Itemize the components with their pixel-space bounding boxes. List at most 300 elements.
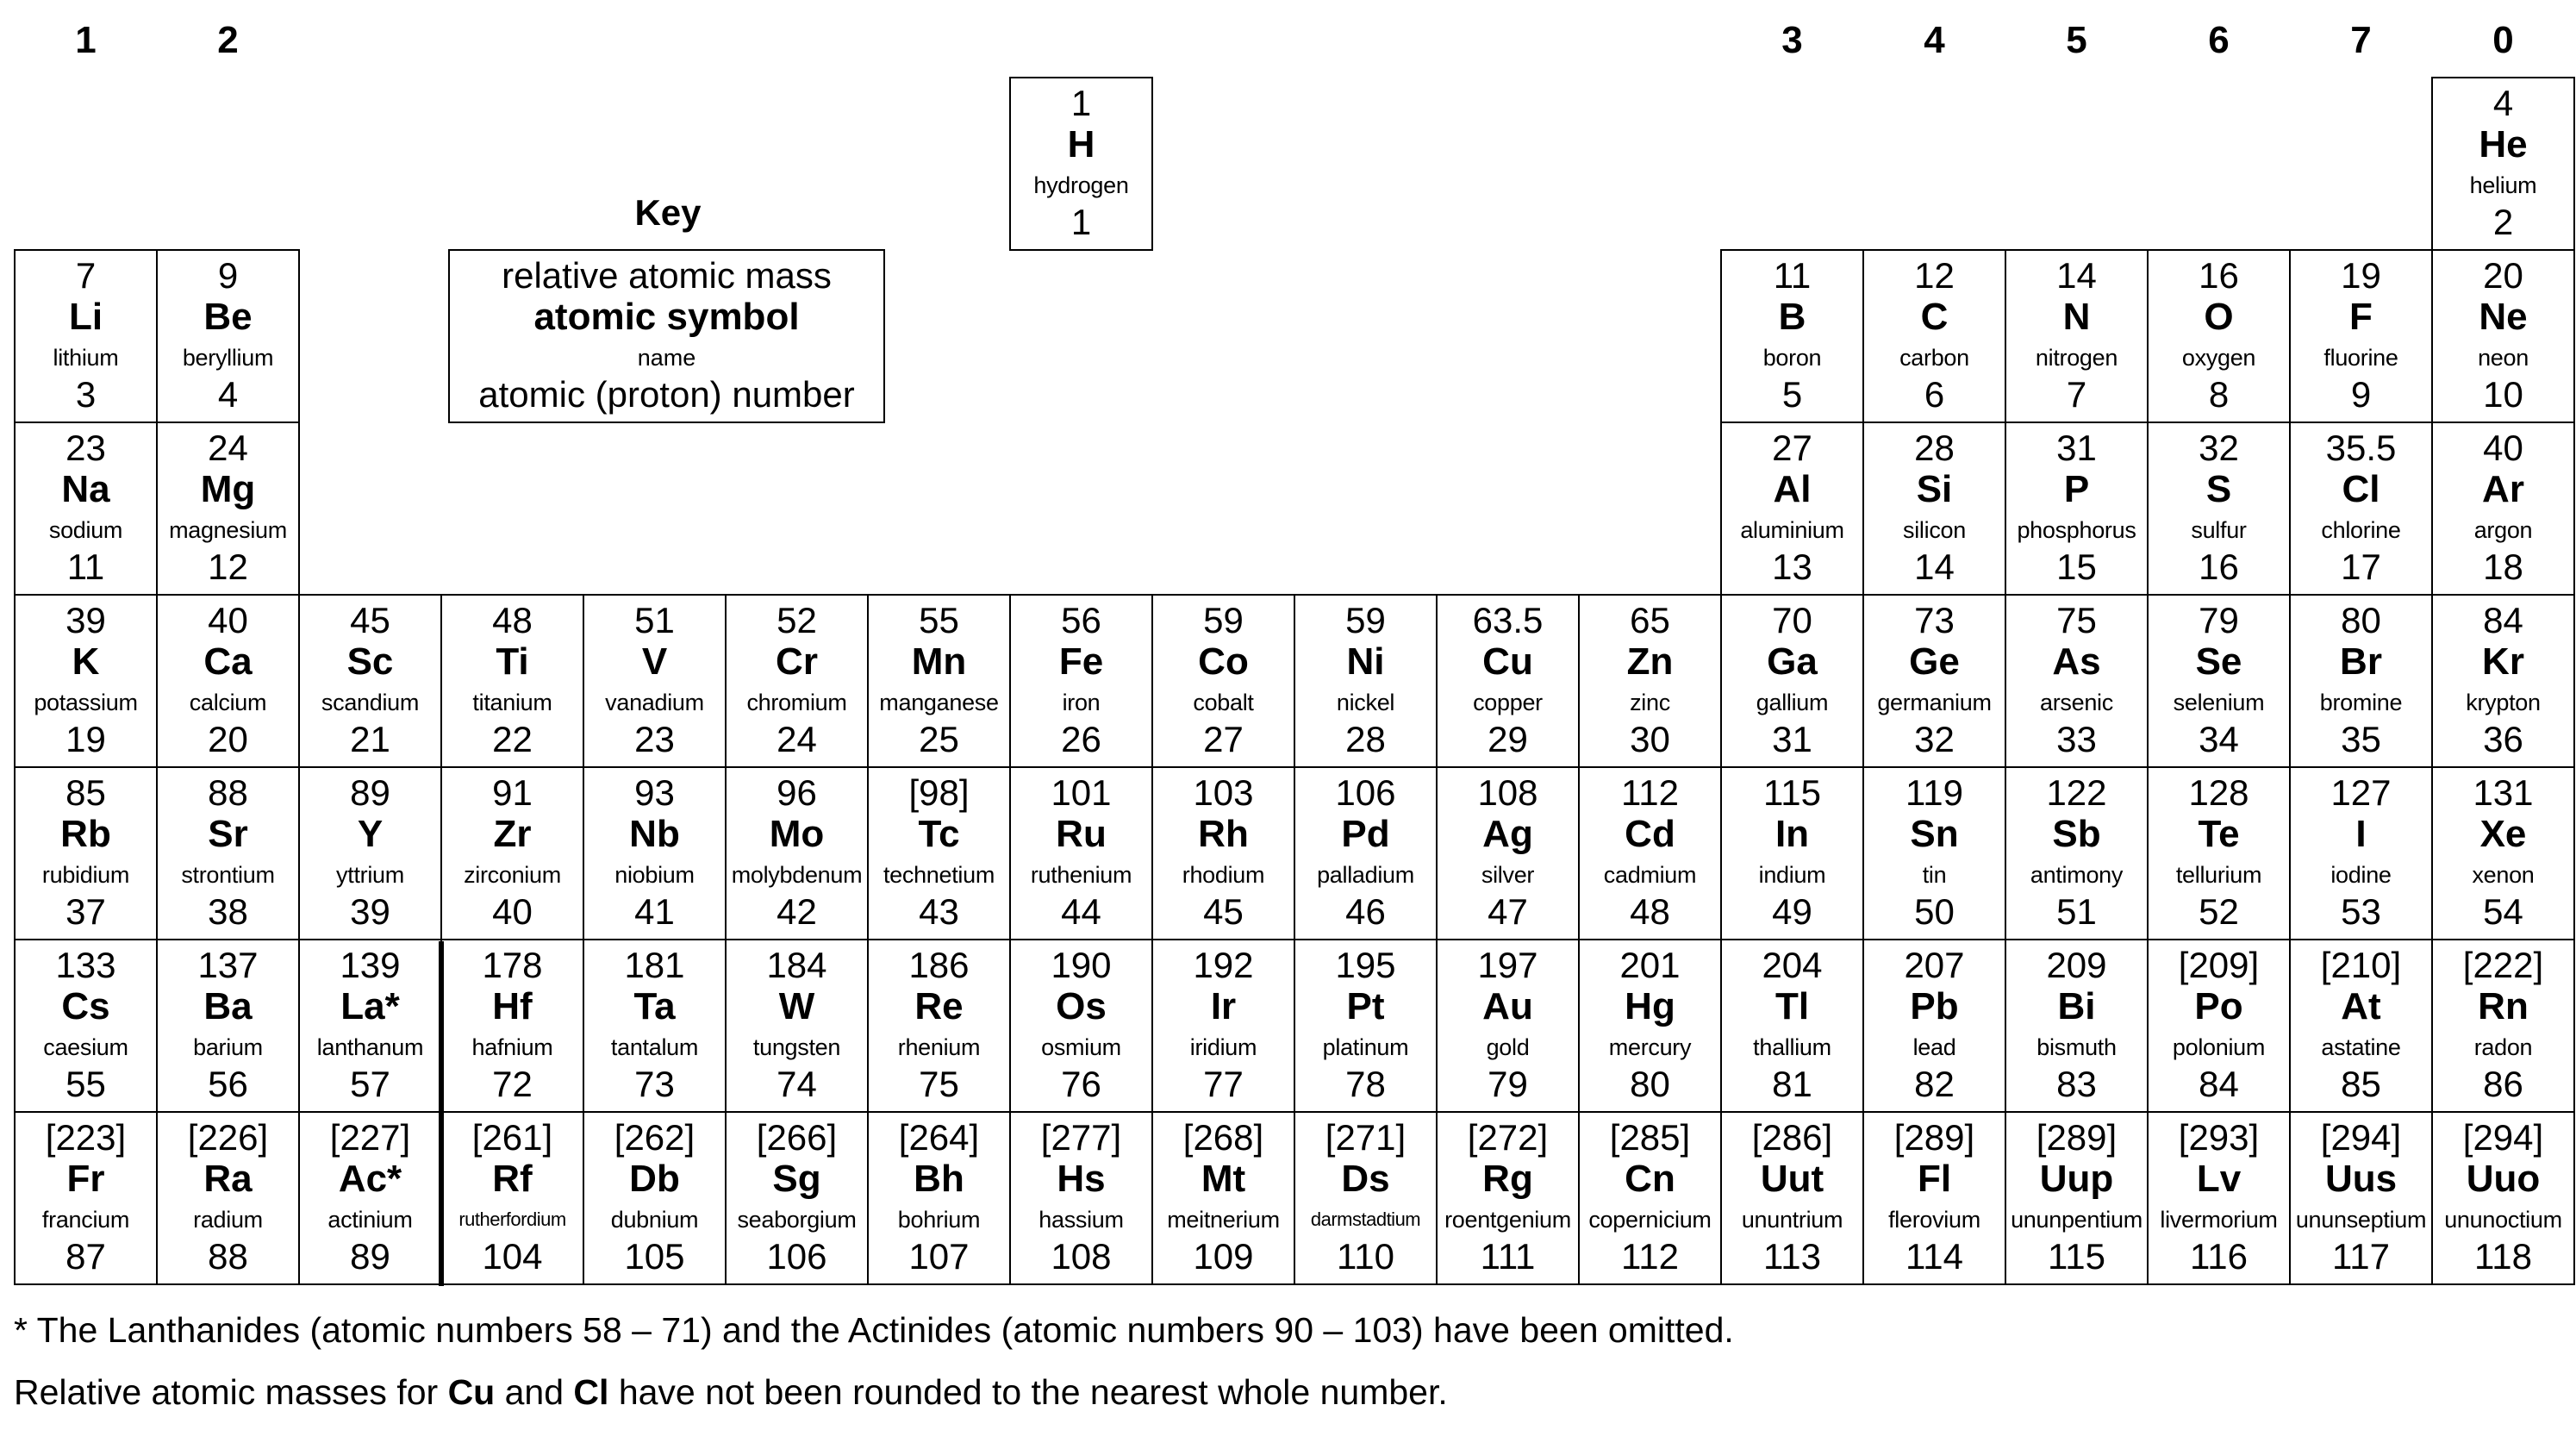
element-number: 46: [1345, 891, 1386, 932]
element-name: copernicium: [1588, 1207, 1712, 1233]
element-symbol: Te: [2198, 813, 2240, 855]
element-mass: 112: [1621, 772, 1679, 813]
element-symbol: Zr: [493, 813, 532, 855]
element-symbol: Bi: [2057, 985, 2096, 1027]
element-name: ununpentium: [2011, 1207, 2143, 1233]
element-number: 4: [217, 374, 239, 415]
element-number: 21: [350, 719, 390, 759]
element-number: 113: [1763, 1236, 1821, 1277]
element-symbol: Cr: [776, 640, 818, 683]
element-number: 118: [2474, 1236, 2532, 1277]
element-name: beryllium: [182, 345, 274, 371]
element-mass: 39: [65, 600, 106, 640]
element-mass: 51: [634, 600, 675, 640]
element-symbol: Na: [61, 468, 110, 510]
element-mass: 190: [1051, 945, 1112, 985]
element-name: phosphorus: [2017, 517, 2136, 543]
element-name: tellurium: [2175, 862, 2262, 888]
element-number: 40: [492, 891, 533, 932]
element-symbol: As: [2052, 640, 2101, 683]
element-name: nitrogen: [2035, 345, 2118, 371]
element-mass: [266]: [756, 1117, 838, 1158]
element-symbol: Sb: [2052, 813, 2101, 855]
element-cell-au: [1436, 939, 1580, 1113]
element-number: 117: [2332, 1236, 2390, 1277]
element-symbol: Cn: [1625, 1158, 1675, 1200]
element-mass: [209]: [2178, 945, 2260, 985]
element-mass: 195: [1335, 945, 1396, 985]
element-mass: [210]: [2320, 945, 2402, 985]
element-symbol: Uut: [1760, 1158, 1824, 1200]
element-name: radium: [193, 1207, 263, 1233]
element-mass: [293]: [2178, 1117, 2260, 1158]
element-number: 2: [2492, 202, 2514, 242]
element-name: zinc: [1630, 690, 1670, 715]
element-name: nickel: [1336, 690, 1395, 715]
element-name: vanadium: [605, 690, 704, 715]
element-number: 8: [2208, 374, 2230, 415]
element-mass: 133: [55, 945, 116, 985]
element-name: tungsten: [752, 1034, 841, 1060]
element-symbol: Po: [2194, 985, 2243, 1027]
element-number: 49: [1772, 891, 1812, 932]
element-symbol: Rn: [2478, 985, 2529, 1027]
element-mass: 11: [1773, 255, 1812, 296]
element-cell-co: [1151, 594, 1295, 768]
element-name: selenium: [2173, 690, 2265, 715]
element-symbol: Hg: [1625, 985, 1675, 1027]
element-name: copper: [1473, 690, 1543, 715]
element-mass: 119: [1905, 772, 1963, 813]
element-number: 86: [2483, 1064, 2523, 1104]
element-number: 31: [1772, 719, 1812, 759]
element-cell-ba: [156, 939, 300, 1113]
element-number: 37: [65, 891, 106, 932]
lanthanide-divider: [439, 941, 444, 1286]
element-mass: 91: [492, 772, 533, 813]
element-name: silicon: [1903, 517, 1966, 543]
element-cell-s: [2147, 422, 2291, 596]
element-number: 1: [1070, 202, 1092, 242]
element-number: 108: [1051, 1236, 1112, 1277]
element-number: 43: [919, 891, 959, 932]
element-symbol: Sg: [772, 1158, 821, 1200]
element-cell-al: [1720, 422, 1864, 596]
element-symbol: Ag: [1482, 813, 1533, 855]
element-name: indium: [1758, 862, 1826, 888]
element-number: 3: [75, 374, 97, 415]
element-number: 6: [1924, 374, 1945, 415]
element-name: iodine: [2330, 862, 2392, 888]
footnote-rounding-suffix: have not been rounded to the nearest whole number.: [608, 1372, 1448, 1412]
element-name: carbon: [1899, 345, 1969, 371]
element-cell-pb: [1862, 939, 2006, 1113]
element-symbol: Li: [68, 296, 103, 338]
element-number: 33: [2056, 719, 2097, 759]
element-name: actinium: [327, 1207, 413, 1233]
element-symbol: Uuo: [2466, 1158, 2541, 1200]
element-name: xenon: [2472, 862, 2535, 888]
element-cell-mo: [725, 766, 869, 940]
group-label-4: 4: [1924, 19, 1945, 61]
element-number: 45: [1203, 891, 1244, 932]
element-mass: [285]: [1609, 1117, 1691, 1158]
element-number: 106: [766, 1236, 827, 1277]
element-cell-hf: [440, 939, 584, 1113]
element-mass: 56: [1061, 600, 1101, 640]
element-cell-lv: [2147, 1111, 2291, 1285]
element-number: 80: [1630, 1064, 1670, 1104]
element-symbol: V: [641, 640, 668, 683]
element-number: 54: [2483, 891, 2523, 932]
element-mass: 16: [2199, 255, 2239, 296]
element-symbol: Kr: [2482, 640, 2524, 683]
element-cell-he: [2431, 77, 2575, 251]
element-name: hassium: [1039, 1207, 1124, 1233]
element-mass: 14: [2056, 255, 2097, 296]
element-name: palladium: [1317, 862, 1414, 888]
element-symbol: Br: [2340, 640, 2382, 683]
element-symbol: C: [1920, 296, 1949, 338]
element-name: helium: [2469, 172, 2537, 198]
element-symbol: Mo: [769, 813, 825, 855]
element-symbol: Uup: [2039, 1158, 2114, 1200]
element-number: 47: [1488, 891, 1528, 932]
element-mass: 96: [777, 772, 817, 813]
element-number: 85: [2341, 1064, 2381, 1104]
element-number: 78: [1345, 1064, 1386, 1104]
element-cell-cu: [1436, 594, 1580, 768]
element-symbol: Fl: [1917, 1158, 1952, 1200]
element-mass: 115: [1763, 772, 1821, 813]
element-mass: 32: [2199, 428, 2239, 468]
element-cell-ra: [156, 1111, 300, 1285]
element-number: 10: [2483, 374, 2523, 415]
element-cell-uuo: [2431, 1111, 2575, 1285]
element-mass: [289]: [2036, 1117, 2118, 1158]
element-number: 89: [350, 1236, 390, 1277]
element-name: lead: [1912, 1034, 1956, 1060]
element-mass: 27: [1772, 428, 1812, 468]
element-symbol: O: [2204, 296, 2234, 338]
element-symbol: La*: [340, 985, 400, 1027]
element-cell-ga: [1720, 594, 1864, 768]
element-name: dubnium: [610, 1207, 699, 1233]
element-symbol: W: [778, 985, 815, 1027]
element-name: radon: [2473, 1034, 2533, 1060]
element-name: scandium: [321, 690, 420, 715]
element-name: chlorine: [2321, 517, 2401, 543]
element-number: 27: [1203, 719, 1244, 759]
footnote-rounding-prefix: Relative atomic masses for: [14, 1372, 448, 1412]
element-symbol: P: [2063, 468, 2090, 510]
element-name: mercury: [1608, 1034, 1692, 1060]
element-symbol: In: [1775, 813, 1810, 855]
footnote-omitted: * The Lanthanides (atomic numbers 58 – 71) and the Actinides (atomic numbers 90 – 103) have been omitted.: [14, 1310, 1734, 1350]
element-mass: 55: [919, 600, 959, 640]
element-cell-os: [1009, 939, 1153, 1113]
element-cell-kr: [2431, 594, 2575, 768]
element-mass: [226]: [187, 1117, 269, 1158]
element-name: manganese: [879, 690, 999, 715]
element-cell-zr: [440, 766, 584, 940]
element-mass: 59: [1203, 600, 1244, 640]
element-name: strontium: [181, 862, 275, 888]
element-symbol: Uus: [2324, 1158, 2398, 1200]
element-number: 28: [1345, 719, 1386, 759]
element-mass: 75: [2056, 600, 2097, 640]
element-number: 82: [1914, 1064, 1955, 1104]
element-number: 104: [482, 1236, 543, 1277]
element-cell-rf: [440, 1111, 584, 1285]
element-name: astatine: [2321, 1034, 2401, 1060]
element-symbol: Ru: [1056, 813, 1107, 855]
element-symbol: Ca: [203, 640, 253, 683]
key-mass-label: relative atomic mass: [502, 255, 832, 296]
element-symbol: Xe: [2479, 813, 2527, 855]
element-cell-ac: [298, 1111, 442, 1285]
element-name: krypton: [2466, 690, 2541, 715]
element-number: 44: [1061, 891, 1101, 932]
element-cell-li: [14, 249, 158, 423]
element-number: 76: [1061, 1064, 1101, 1104]
element-mass: 93: [634, 772, 675, 813]
element-mass: 80: [2341, 600, 2381, 640]
element-number: 50: [1914, 891, 1955, 932]
element-symbol: Pt: [1346, 985, 1385, 1027]
element-number: 17: [2341, 546, 2381, 587]
element-number: 39: [350, 891, 390, 932]
element-mass: [268]: [1182, 1117, 1264, 1158]
element-symbol: Cl: [2342, 468, 2380, 510]
element-number: 83: [2056, 1064, 2097, 1104]
key-number-label: atomic (proton) number: [478, 374, 855, 415]
element-mass: 1: [1070, 83, 1092, 123]
element-number: 115: [2048, 1236, 2105, 1277]
element-symbol: Be: [203, 296, 253, 338]
element-cell-mg: [156, 422, 300, 596]
element-number: 30: [1630, 719, 1670, 759]
element-name: livermorium: [2160, 1207, 2278, 1233]
element-name: potassium: [34, 690, 138, 715]
element-symbol: Os: [1056, 985, 1107, 1027]
element-cell-bi: [2005, 939, 2149, 1113]
element-number: 12: [208, 546, 248, 587]
element-name: titanium: [472, 690, 552, 715]
element-symbol: He: [2479, 123, 2528, 165]
element-cell-sb: [2005, 766, 2149, 940]
element-name: platinum: [1322, 1034, 1409, 1060]
element-name: silver: [1481, 862, 1535, 888]
element-name: sulfur: [2191, 517, 2247, 543]
element-name: cadmium: [1603, 862, 1697, 888]
element-symbol: Hs: [1057, 1158, 1106, 1200]
element-mass: [223]: [45, 1117, 127, 1158]
element-symbol: Al: [1773, 468, 1812, 510]
element-number: 38: [208, 891, 248, 932]
element-symbol: Fr: [66, 1158, 105, 1200]
element-name: chromium: [746, 690, 847, 715]
element-number: 87: [65, 1236, 106, 1277]
element-name: iron: [1062, 690, 1101, 715]
element-number: 53: [2341, 891, 2381, 932]
element-number: 32: [1914, 719, 1955, 759]
element-cell-i: [2289, 766, 2433, 940]
element-cell-mn: [867, 594, 1011, 768]
element-cell-k: [14, 594, 158, 768]
element-mass: [272]: [1467, 1117, 1549, 1158]
element-symbol: Re: [914, 985, 964, 1027]
element-name: caesium: [43, 1034, 128, 1060]
element-cell-pd: [1294, 766, 1438, 940]
element-mass: [294]: [2320, 1117, 2402, 1158]
element-symbol: B: [1778, 296, 1806, 338]
element-number: 26: [1061, 719, 1101, 759]
element-number: 18: [2483, 546, 2523, 587]
element-mass: 207: [1904, 945, 1965, 985]
element-cell-xe: [2431, 766, 2575, 940]
element-number: 73: [634, 1064, 675, 1104]
element-cell-ti: [440, 594, 584, 768]
element-cell-sn: [1862, 766, 2006, 940]
element-cell-cd: [1578, 766, 1722, 940]
element-symbol: Ta: [633, 985, 676, 1027]
element-number: 111: [1480, 1236, 1536, 1277]
element-name: zirconium: [464, 862, 561, 888]
element-number: 7: [2066, 374, 2087, 415]
element-name: rhodium: [1182, 862, 1265, 888]
element-number: 11: [66, 546, 105, 587]
group-label-5: 5: [2066, 19, 2087, 61]
key-name-label: name: [637, 345, 696, 371]
element-name: fluorine: [2323, 345, 2398, 371]
element-mass: [222]: [2462, 945, 2544, 985]
element-number: 75: [919, 1064, 959, 1104]
element-cell-cs: [14, 939, 158, 1113]
element-symbol: Ga: [1767, 640, 1818, 683]
element-mass: 201: [1619, 945, 1681, 985]
element-number: 15: [2056, 546, 2097, 587]
element-symbol: K: [72, 640, 100, 683]
element-name: bohrium: [897, 1207, 981, 1233]
element-symbol: Tc: [918, 813, 960, 855]
element-number: 107: [908, 1236, 970, 1277]
element-symbol: Mg: [200, 468, 256, 510]
element-symbol: Y: [357, 813, 384, 855]
element-number: 112: [1621, 1236, 1679, 1277]
element-symbol: Sc: [346, 640, 394, 683]
element-mass: 204: [1762, 945, 1823, 985]
element-mass: 127: [2330, 772, 2392, 813]
element-cell-sg: [725, 1111, 869, 1285]
element-cell-bh: [867, 1111, 1011, 1285]
element-symbol: I: [2355, 813, 2367, 855]
element-symbol: F: [2349, 296, 2373, 338]
element-mass: 106: [1335, 772, 1396, 813]
element-cell-sc: [298, 594, 442, 768]
key-box: [448, 249, 885, 423]
element-cell-rh: [1151, 766, 1295, 940]
element-mass: 7: [75, 255, 97, 296]
element-number: 35: [2341, 719, 2381, 759]
group-label-6: 6: [2208, 19, 2230, 61]
element-mass: 23: [65, 428, 106, 468]
element-cell-zn: [1578, 594, 1722, 768]
element-number: 25: [919, 719, 959, 759]
element-mass: [264]: [898, 1117, 980, 1158]
element-symbol: Bh: [914, 1158, 964, 1200]
element-name: calcium: [189, 690, 267, 715]
element-name: thallium: [1753, 1034, 1831, 1060]
element-cell-as: [2005, 594, 2149, 768]
element-name: argon: [2473, 517, 2533, 543]
element-name: bromine: [2319, 690, 2403, 715]
element-cell-v: [583, 594, 727, 768]
element-symbol: Sn: [1910, 813, 1959, 855]
element-symbol: Nb: [629, 813, 680, 855]
element-number: 74: [777, 1064, 817, 1104]
element-symbol: Db: [629, 1158, 680, 1200]
element-symbol: Rf: [492, 1158, 533, 1200]
element-mass: [286]: [1751, 1117, 1833, 1158]
element-number: 110: [1337, 1236, 1394, 1277]
element-mass: 24: [208, 428, 248, 468]
element-cell-rg: [1436, 1111, 1580, 1285]
element-cell-cr: [725, 594, 869, 768]
element-symbol: Ne: [2479, 296, 2528, 338]
group-label-2: 2: [217, 19, 239, 61]
element-number: 19: [65, 719, 106, 759]
element-number: 24: [777, 719, 817, 759]
element-name: hydrogen: [1033, 172, 1129, 198]
element-cell-uup: [2005, 1111, 2149, 1285]
element-symbol: Cs: [61, 985, 110, 1027]
element-cell-ni: [1294, 594, 1438, 768]
element-cell-pt: [1294, 939, 1438, 1113]
element-mass: 63.5: [1472, 600, 1544, 640]
footnote-and: and: [495, 1372, 574, 1412]
element-mass: 89: [350, 772, 390, 813]
element-number: 116: [2190, 1236, 2248, 1277]
element-mass: 52: [777, 600, 817, 640]
element-cell-ru: [1009, 766, 1153, 940]
element-cell-fr: [14, 1111, 158, 1285]
element-number: 57: [350, 1064, 390, 1104]
footnote-rounding: [14, 1371, 1448, 1414]
element-number: 23: [634, 719, 675, 759]
element-number: 14: [1914, 546, 1955, 587]
element-name: lanthanum: [316, 1034, 424, 1060]
element-number: 34: [2199, 719, 2239, 759]
element-cell-w: [725, 939, 869, 1113]
element-cell-ca: [156, 594, 300, 768]
element-number: 79: [1488, 1064, 1528, 1104]
element-symbol: Mn: [911, 640, 967, 683]
element-symbol: Ba: [203, 985, 253, 1027]
element-symbol: Ac*: [338, 1158, 402, 1200]
element-symbol: Si: [1916, 468, 1953, 510]
element-name: germanium: [1877, 690, 1992, 715]
element-symbol: Ds: [1341, 1158, 1390, 1200]
footnote-cu: Cu: [447, 1372, 496, 1412]
element-cell-tl: [1720, 939, 1864, 1113]
element-cell-db: [583, 1111, 727, 1285]
element-cell-po: [2147, 939, 2291, 1113]
element-number: 9: [2350, 374, 2372, 415]
element-cell-ta: [583, 939, 727, 1113]
element-mass: [227]: [329, 1117, 411, 1158]
element-cell-la: [298, 939, 442, 1113]
